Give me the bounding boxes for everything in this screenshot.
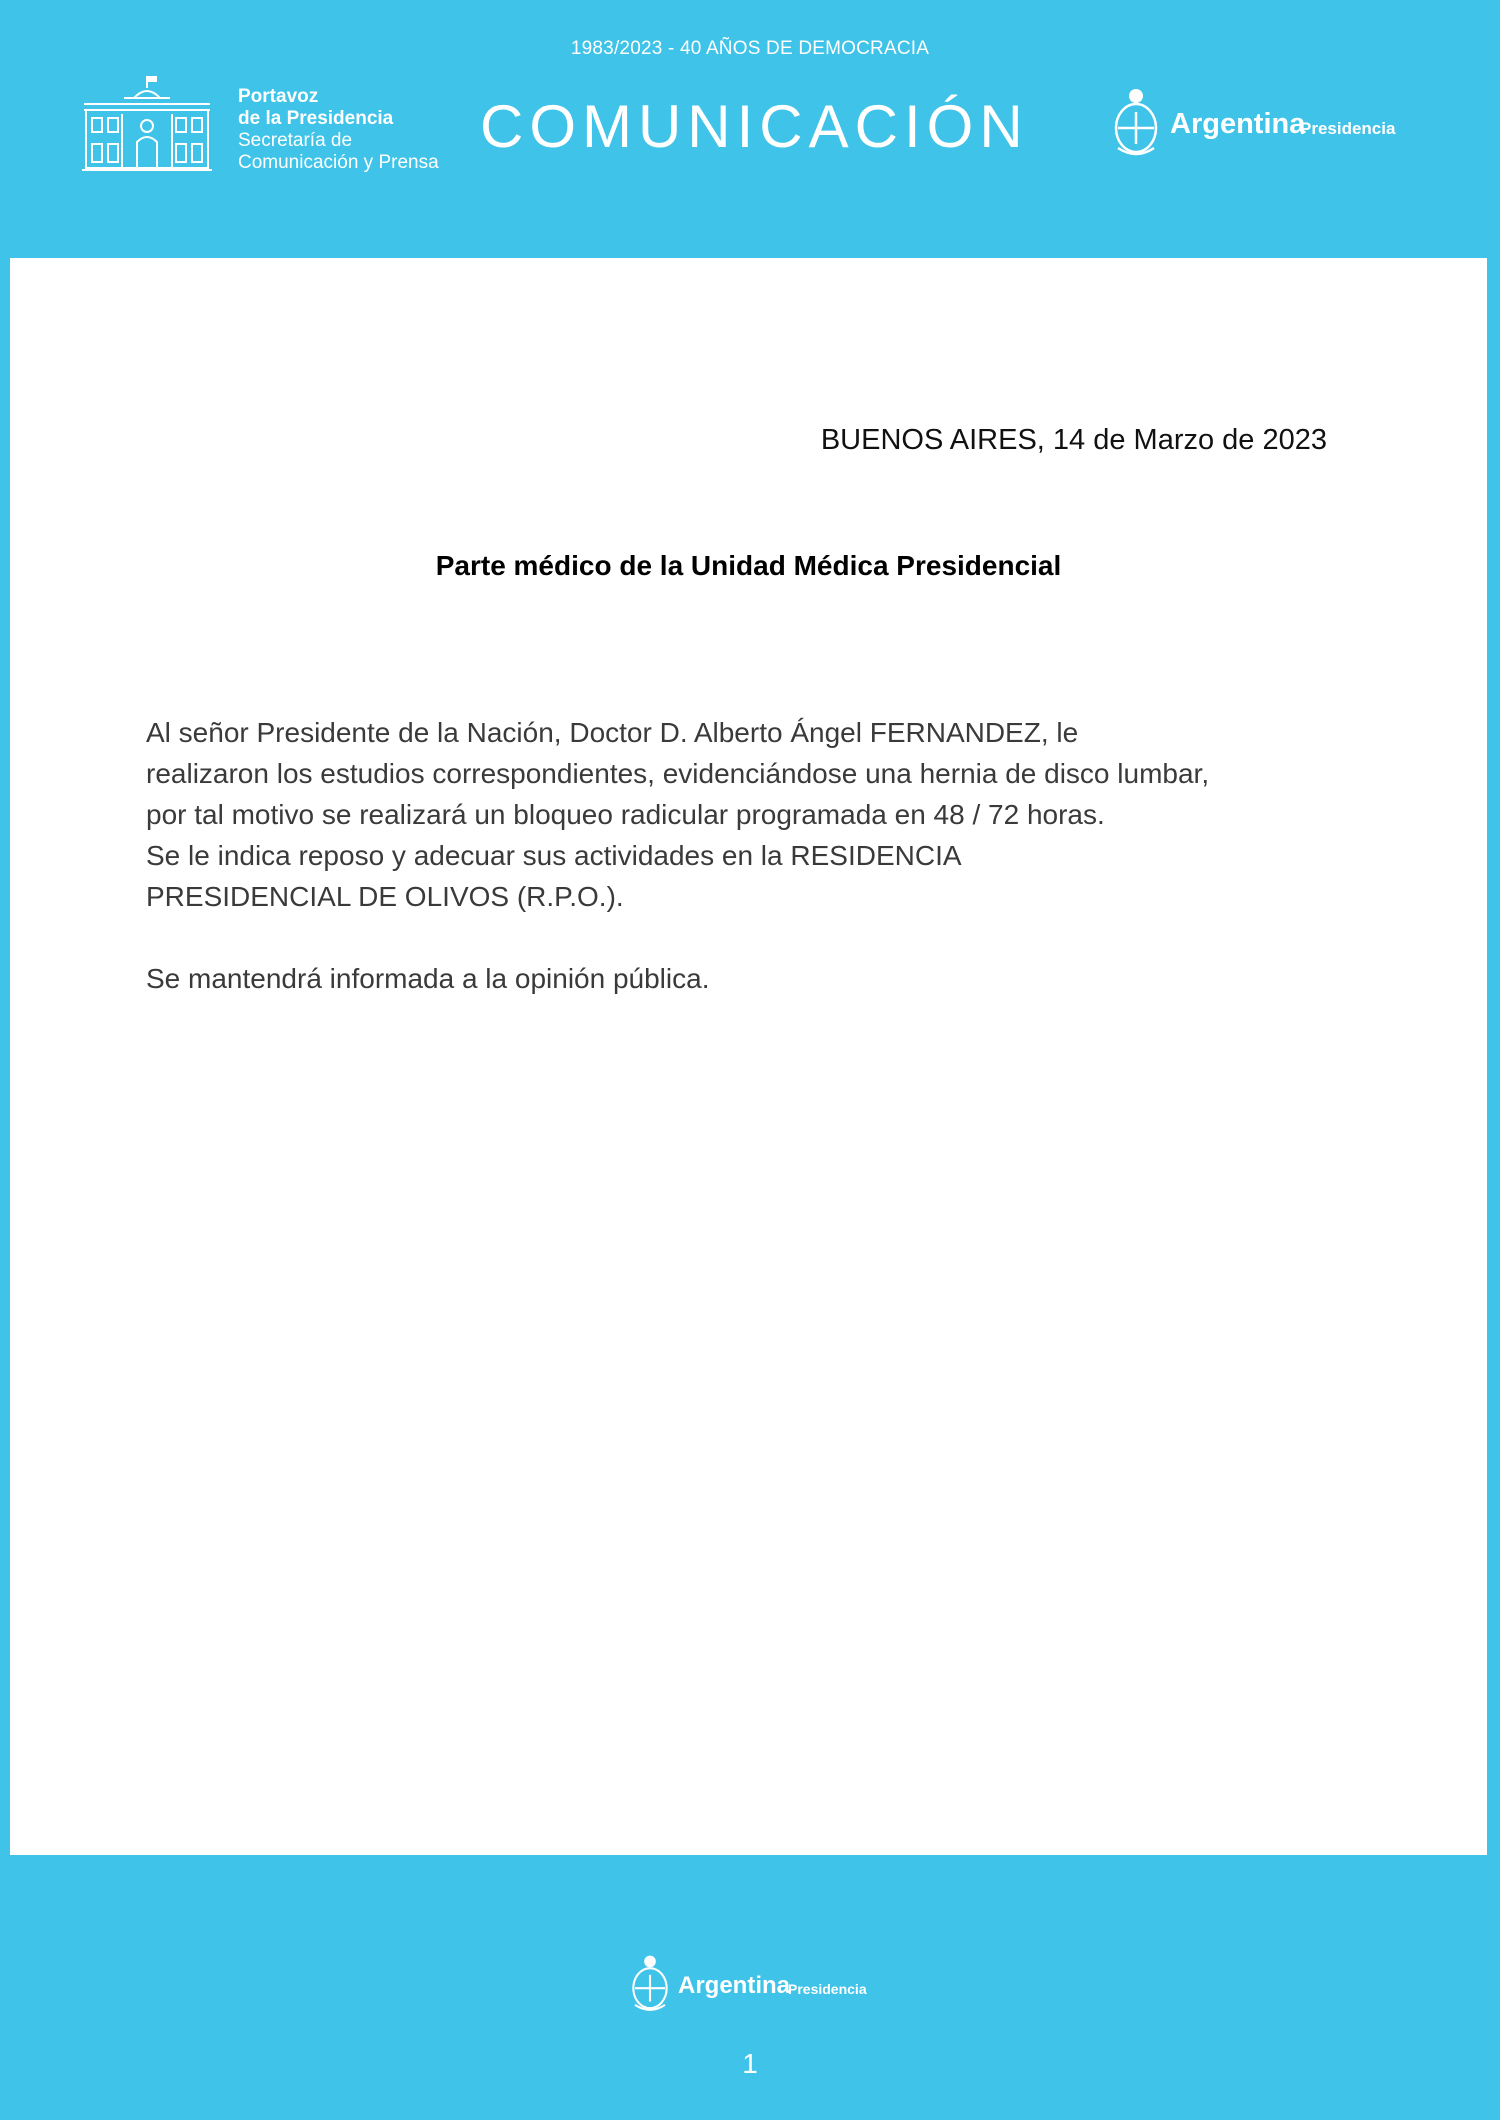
document-title: Parte médico de la Unidad Médica Presidencial xyxy=(435,550,1062,581)
portavoz-line-4: Comunicación y Prensa xyxy=(238,152,439,173)
coat-of-arms-icon xyxy=(1112,86,1160,160)
page-number: 1 xyxy=(742,2048,758,2079)
paragraph-gap xyxy=(146,917,1346,958)
footer-sub: Presidencia xyxy=(788,1981,867,1997)
header-title: COMUNICACIÓN xyxy=(480,93,1029,160)
casa-rosada-icon xyxy=(82,74,212,174)
body-line: Se le indica reposo y adecuar sus actividades en la RESIDENCIA xyxy=(146,840,962,871)
body-line: realizaron los estudios correspondientes, evidenciándose una hernia de disco lumbar, xyxy=(146,758,1210,789)
body-line: PRESIDENCIAL DE OLIVOS (R.P.O.). xyxy=(146,881,624,912)
body-line: Al señor Presidente de la Nación, Doctor D. Alberto Ángel FERNANDEZ, le xyxy=(146,717,1079,748)
portavoz-logo xyxy=(82,74,442,174)
header-banner xyxy=(0,0,1500,258)
footer-logo xyxy=(630,1952,890,2022)
header-tagline: 1983/2023 - 40 AÑOS DE DEMOCRACIA xyxy=(570,38,930,59)
coat-of-arms-icon xyxy=(630,1952,670,2016)
brand-sub: Presidencia xyxy=(1300,119,1396,138)
portavoz-line-1: Portavoz xyxy=(238,86,319,107)
footer-country: Argentina xyxy=(678,1972,791,1999)
portavoz-line-2: de la Presidencia xyxy=(238,108,394,129)
closing-line: Se mantendrá informada a la opinión pública. xyxy=(146,963,710,994)
portavoz-line-3: Secretaría de xyxy=(238,130,353,151)
document-date: BUENOS AIRES, 14 de Marzo de 2023 xyxy=(820,424,1327,456)
argentina-presidencia-logo xyxy=(1112,86,1402,162)
document-body xyxy=(146,712,1346,999)
document-page xyxy=(10,258,1487,1855)
body-line: por tal motivo se realizará un bloqueo radicular programada en 48 / 72 horas. xyxy=(146,799,1105,830)
brand-country: Argentina xyxy=(1170,108,1306,140)
